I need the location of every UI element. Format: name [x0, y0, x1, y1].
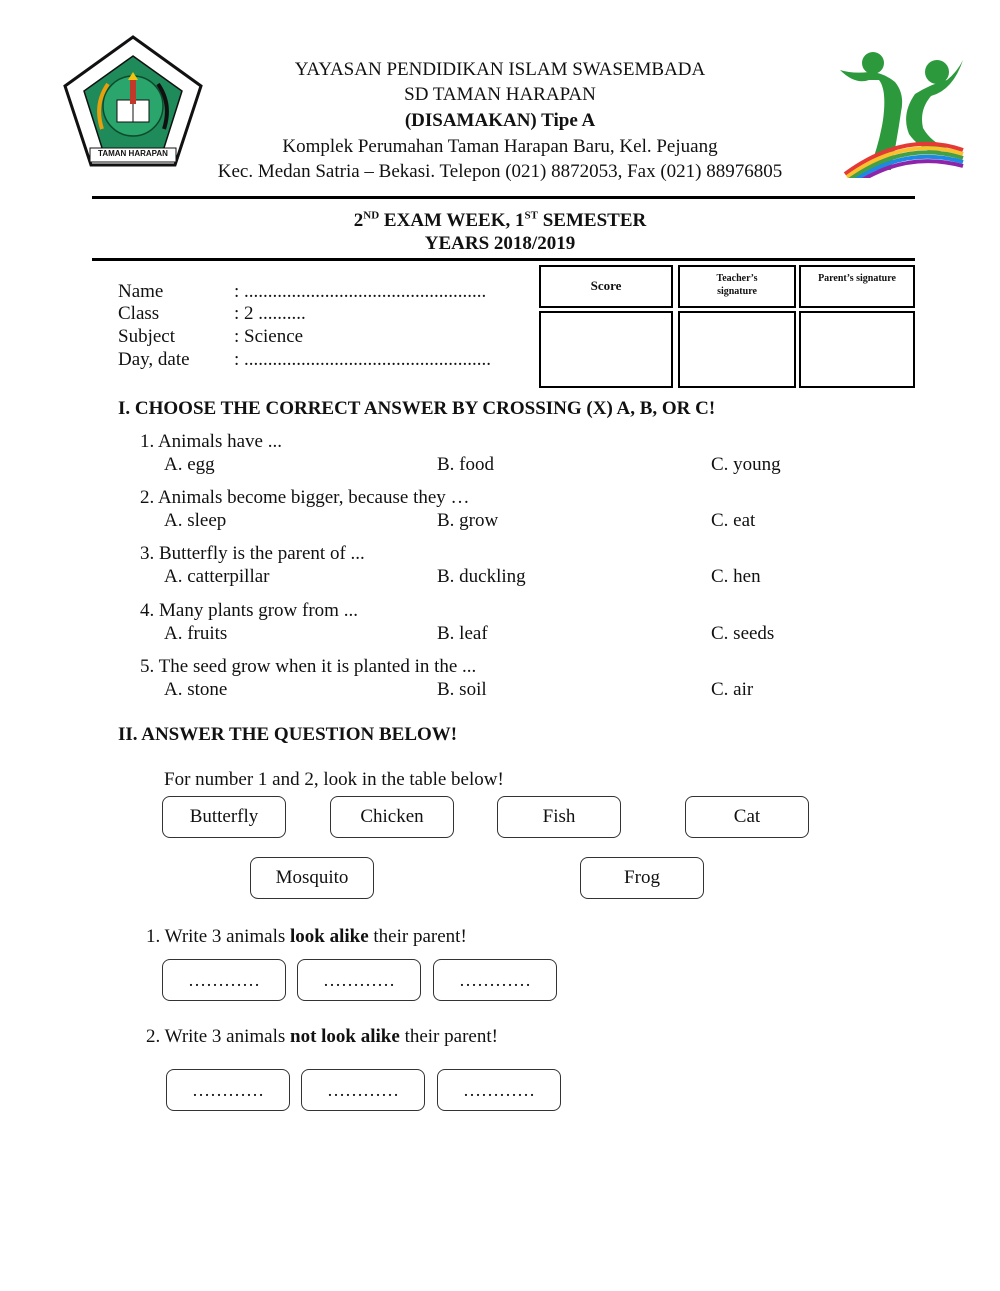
class-field[interactable]: : 2 .......... [234, 303, 306, 324]
option-2c[interactable]: C. eat [711, 510, 756, 531]
animal-cat: Cat [685, 796, 809, 838]
option-2a[interactable]: A. sleep [164, 510, 227, 531]
option-3b[interactable]: B. duckling [437, 566, 526, 587]
animal-fish: Fish [497, 796, 621, 838]
option-4a[interactable]: A. fruits [164, 623, 228, 644]
option-5c[interactable]: C. air [711, 679, 754, 700]
option-4c[interactable]: C. seeds [711, 623, 775, 644]
section2-instruction: For number 1 and 2, look in the table below! [164, 769, 504, 790]
foundation-name: YAYASAN PENDIDIKAN ISLAM SWASEMBADA [294, 59, 706, 80]
subject-field: : Science [234, 326, 304, 347]
date-label: Day, date [118, 349, 190, 370]
score-header: Score [539, 265, 673, 308]
option-5a[interactable]: A. stone [164, 679, 228, 700]
question-3: 3. Butterfly is the parent of ... [140, 543, 365, 564]
question-5: 5. The seed grow when it is planted in the ... [140, 656, 477, 677]
option-1c[interactable]: C. young [711, 454, 781, 475]
score-box[interactable] [539, 311, 673, 388]
answer-2c[interactable]: ………… [437, 1069, 561, 1111]
exam-years: YEARS 2018/2019 [424, 233, 576, 254]
option-4b[interactable]: B. leaf [437, 623, 488, 644]
school-name: SD TAMAN HARAPAN [404, 84, 596, 105]
teacher-signature-box[interactable] [678, 311, 796, 388]
question-2: 2. Animals become bigger, because they … [140, 487, 470, 508]
name-label: Name [118, 281, 164, 302]
answer-1b[interactable]: ………… [297, 959, 421, 1001]
animal-mosquito: Mosquito [250, 857, 374, 899]
subject-label: Subject [118, 326, 175, 347]
option-3a[interactable]: A. catterpillar [164, 566, 270, 587]
answer-1c[interactable]: ………… [433, 959, 557, 1001]
date-field[interactable]: : .................................................... [234, 349, 492, 370]
section2-question-2: 2. Write 3 animals not look alike their parent! [146, 1026, 498, 1047]
logo-bottom-text: TAMAN HARAPAN [98, 149, 168, 158]
option-3c[interactable]: C. hen [711, 566, 761, 587]
class-label: Class [118, 303, 160, 324]
question-4: 4. Many plants grow from ... [140, 600, 358, 621]
title-divider [92, 258, 915, 261]
school-type: (DISAMAKAN) Tipe A [404, 110, 596, 131]
option-2b[interactable]: B. grow [437, 510, 499, 531]
answer-1a[interactable]: ………… [162, 959, 286, 1001]
question-1: 1. Animals have ... [140, 431, 282, 452]
section2-heading: II. ANSWER THE QUESTION BELOW! [118, 724, 458, 745]
exam-title: 2ND EXAM WEEK, 1ST SEMESTER [353, 209, 647, 231]
parent-signature-header: Parent’s signature [799, 265, 915, 308]
name-field[interactable]: : ................................................... [234, 281, 487, 302]
animal-butterfly: Butterfly [162, 796, 286, 838]
option-5b[interactable]: B. soil [437, 679, 487, 700]
school-address: Komplek Perumahan Taman Harapan Baru, Kel. Pejuang [282, 136, 718, 157]
answer-2b[interactable]: ………… [301, 1069, 425, 1111]
section2-question-1: 1. Write 3 animals look alike their parent! [146, 926, 467, 947]
header-divider [92, 196, 915, 199]
option-1b[interactable]: B. food [437, 454, 494, 475]
animal-frog: Frog [580, 857, 704, 899]
answer-2a[interactable]: ………… [166, 1069, 290, 1111]
section1-heading: I. CHOOSE THE CORRECT ANSWER BY CROSSING (X) A, B, OR C! [118, 398, 716, 419]
school-contact: Kec. Medan Satria – Bekasi. Telepon (021) 8872053, Fax (021) 88976805 [217, 161, 783, 182]
parent-signature-box[interactable] [799, 311, 915, 388]
option-1a[interactable]: A. egg [164, 454, 215, 475]
animal-chicken: Chicken [330, 796, 454, 838]
teacher-signature-header: Teacher’s signature [678, 265, 796, 308]
